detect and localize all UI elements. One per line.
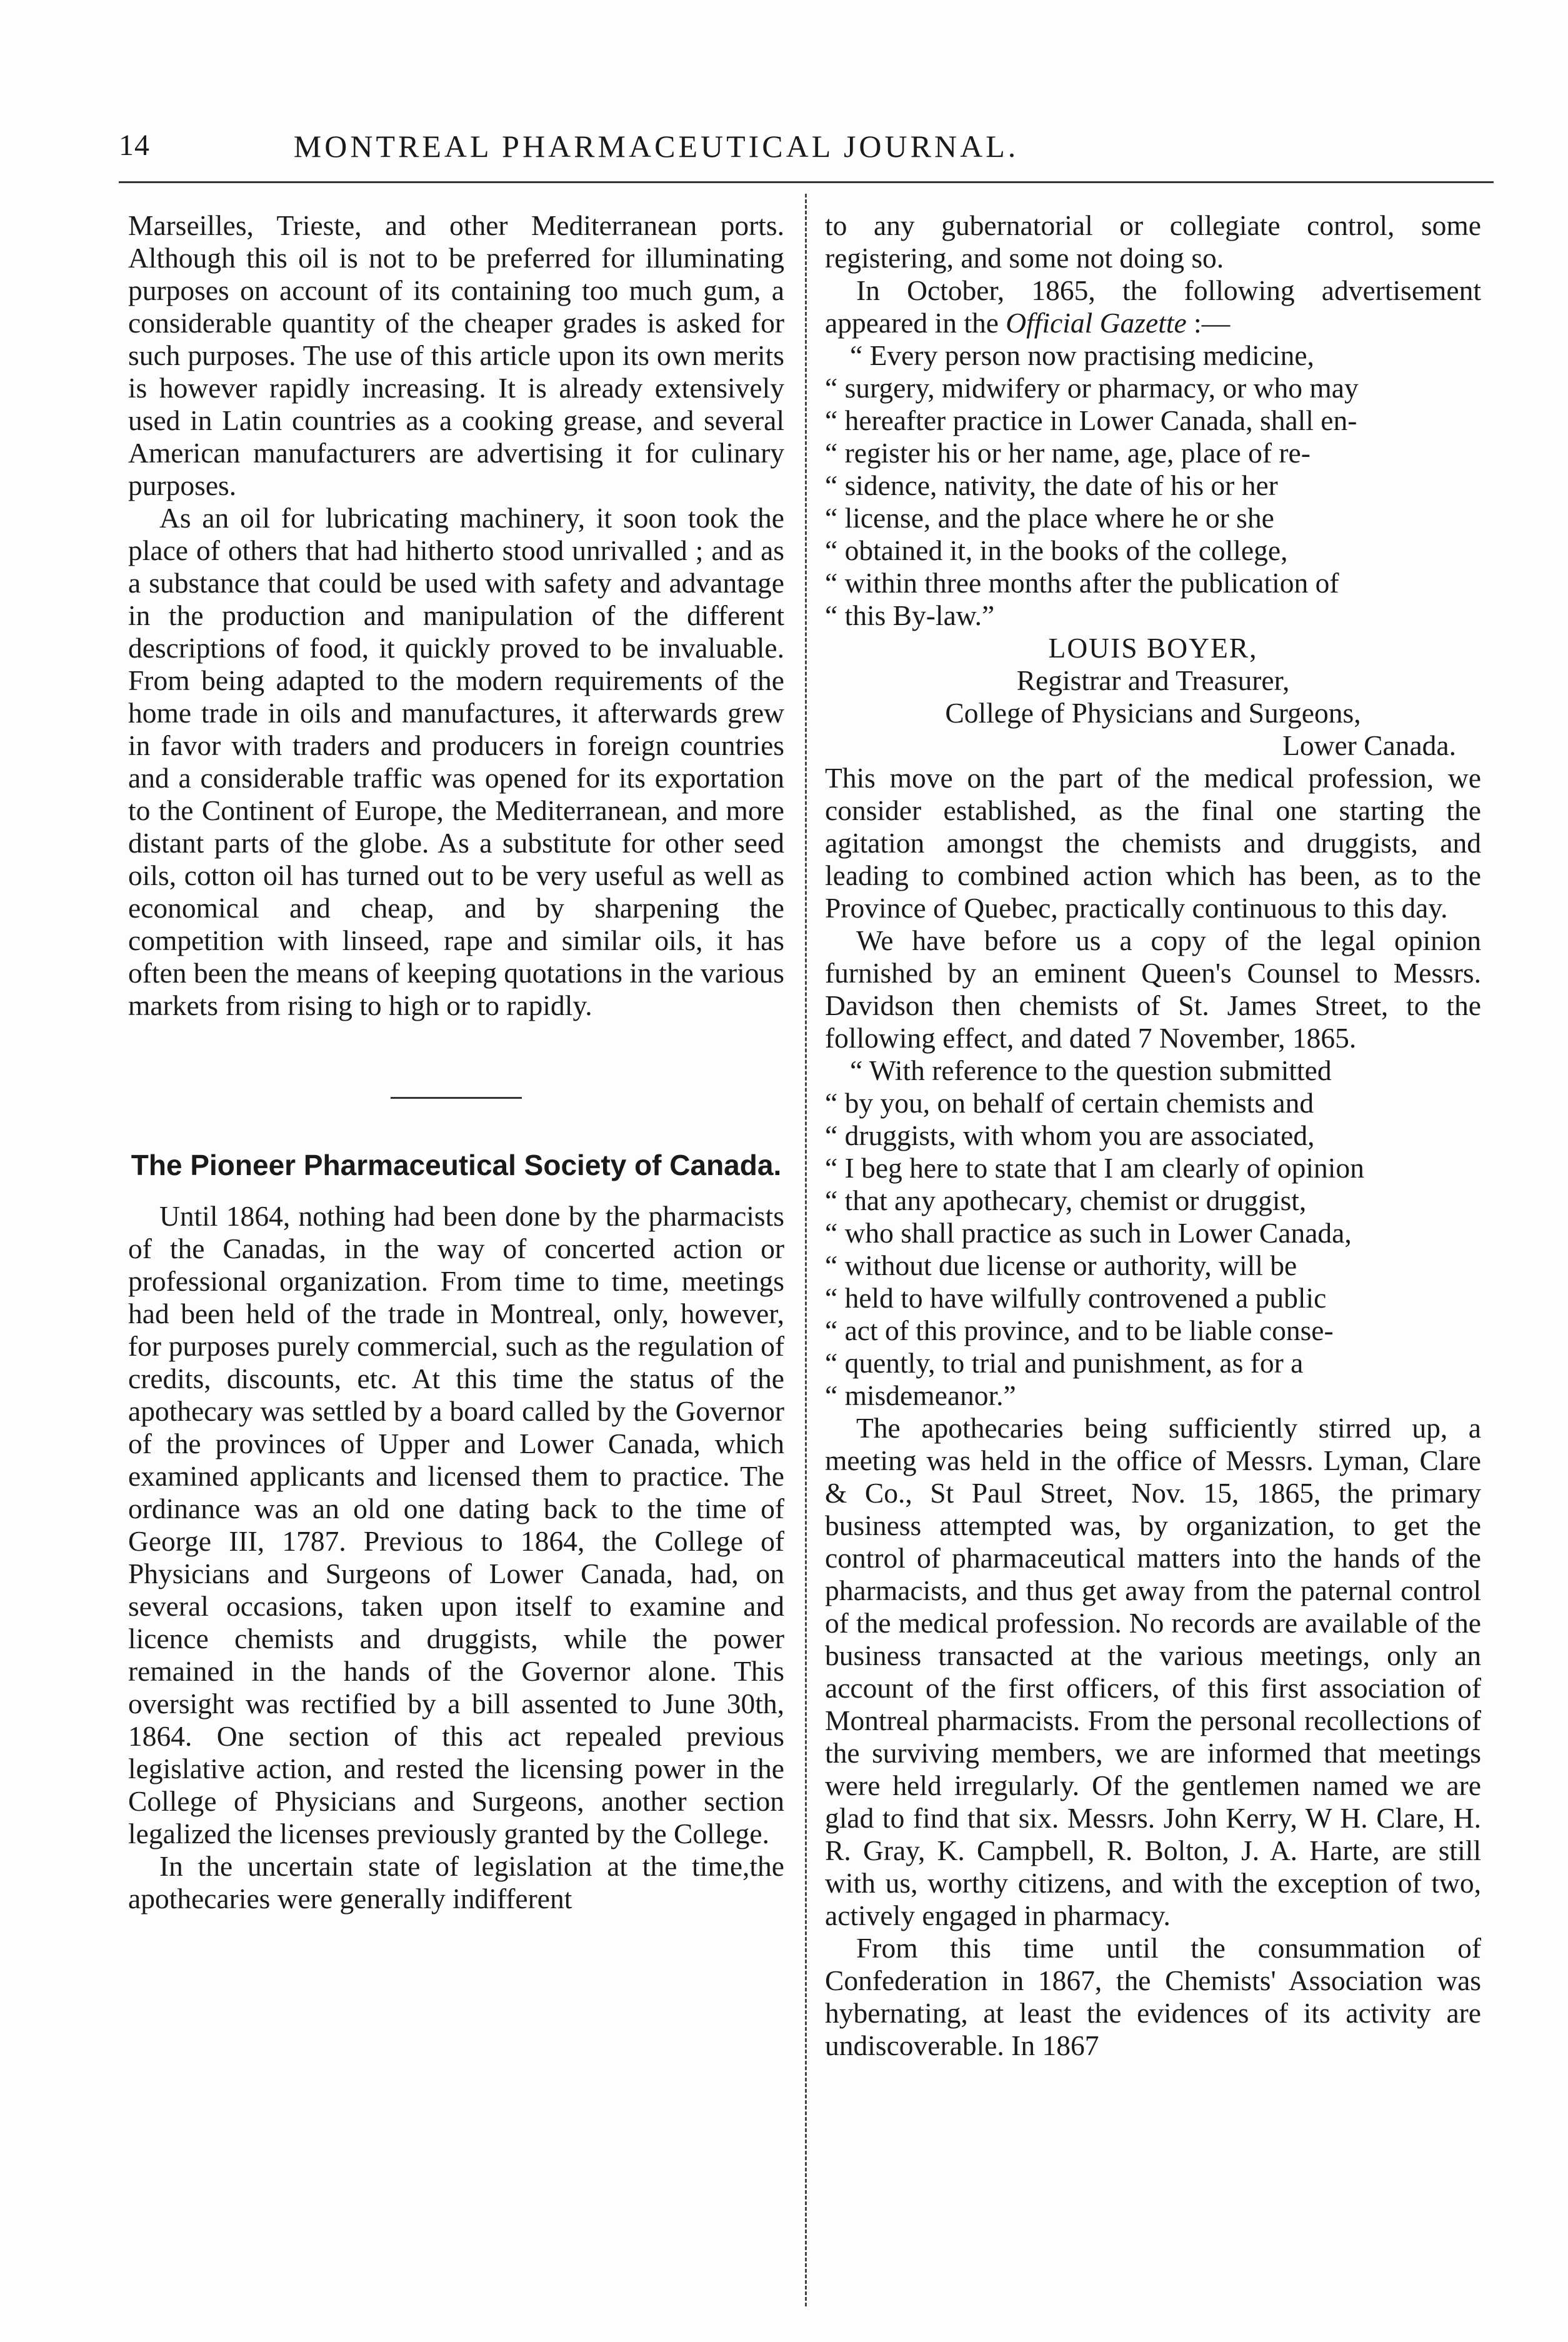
paragraph-confederation: From this time until the consummation of Confederation in 1867, the Chemists' Association was hybernating, at least the evidences of its activity are undiscoverable. In 1867 <box>825 1932 1481 2061</box>
quote-line: “ With reference to the question submitted <box>850 1054 1332 1086</box>
quote-line: “ license, and the place where he or she <box>825 502 1274 534</box>
gazette-title: Official Gazette <box>1006 307 1187 339</box>
quote-line: “ register his or her name, age, place of re- <box>825 437 1311 469</box>
section-divider <box>391 1097 522 1099</box>
quote-line: “ that any apothecary, chemist or druggist, <box>825 1184 1307 1216</box>
column-divider <box>805 194 807 2306</box>
bylaw-quote <box>825 339 1481 632</box>
counsel-quote <box>825 1054 1481 1412</box>
quote-line: “ within three months after the publication of <box>825 567 1339 599</box>
quote-line: “ surgery, midwifery or pharmacy, or who may <box>825 372 1359 404</box>
quote-line: “ this By-law.” <box>825 599 995 631</box>
advert-text-b: :— <box>1186 307 1231 339</box>
signature-name: LOUIS BOYER, <box>1048 632 1258 664</box>
advert-text-a: In October, 1865, the following advertisement appeared in the <box>825 274 1481 339</box>
running-head <box>119 128 1194 172</box>
quote-line: “ without due license or authority, will be <box>825 1249 1297 1281</box>
paragraph-advertisement <box>825 274 1481 339</box>
quote-line: “ quently, to trial and punishment, as for a <box>825 1347 1304 1379</box>
journal-title: MONTREAL PHARMACEUTICAL JOURNAL. <box>293 129 1019 164</box>
paragraph-registering: to any gubernatorial or collegiate control, some registering, and some not doing so. <box>825 209 1481 274</box>
quote-line: “ obtained it, in the books of the college, <box>825 534 1288 566</box>
signature-block <box>825 632 1481 762</box>
quote-line: “ act of this province, and to be liable conse- <box>825 1314 1334 1346</box>
right-column <box>825 209 1481 2062</box>
signature-college: College of Physicians and Surgeons, <box>945 697 1361 729</box>
header-rule <box>119 181 1494 183</box>
paragraph-medical-profession: This move on the part of the medical profession, we consider established, as the final one starting the agitation amongst the chemists and druggists, and leading to combined action which has been, as to the Province of Quebec, practically continuous to this day. <box>825 762 1481 924</box>
quote-line: “ I beg here to state that I am clearly of opinion <box>825 1152 1364 1184</box>
paragraph-legal-opinion: We have before us a copy of the legal opinion furnished by an eminent Queen's Counsel to Messrs. Davidson then chemists of St. James Street, to the following effect, and dated 7 November, 1865. <box>825 924 1481 1054</box>
section-title: The Pioneer Pharmaceutical Society of Canada. <box>131 1149 782 1181</box>
left-column <box>128 209 784 1915</box>
page-number: 14 <box>119 129 150 162</box>
quote-line: “ druggists, with whom you are associated, <box>825 1119 1315 1151</box>
quote-line: “ sidence, nativity, the date of his or her <box>825 469 1278 501</box>
quote-line: “ held to have wilfully controvened a public <box>825 1282 1327 1314</box>
quote-line: “ Every person now practising medicine, <box>850 339 1314 371</box>
paragraph-cotton-oil-uses: Marseilles, Trieste, and other Mediterranean ports. Although this oil is not to be preferred for illuminating purposes on account of its containing too much gum, a considerable quantity of the cheaper grades is asked for such purposes. The use of this article upon its own merits is however rapidly increasing. It is already extensively used in Latin countries as a cooking grease, and several American manufacturers are advertising it for culinary purposes. <box>128 209 784 501</box>
quote-line: “ by you, on behalf of certain chemists and <box>825 1087 1314 1119</box>
paragraph-history-1864: Until 1864, nothing had been done by the pharmacists of the Canadas, in the way of concerted action or professional organization. From time to time, meetings had been held of the trade in Montreal, only, however, for purposes purely commercial, such as the regulation of credits, discounts, etc. At this time the status of the apothecary was settled by a board called by the Governor of the provinces of Upper and Lower Canada, which examined applicants and licensed them to practice. The ordinance was an old one dating back to the time of George III, 1787. Previous to 1864, the College of Physicians and Surgeons of Lower Canada, had, on several occasions, taken upon itself to examine and licence chemists and druggists, while the power remained in the hands of the Governor alone. This oversight was rectified by a bill assented to June 30th, 1864. One section of this act repealed previous legislative action, and rested the licensing power in the College of Physicians and Surgeons, another section legalized the licenses previously granted by the College. <box>128 1200 784 1849</box>
paragraph-lubrication: As an oil for lubricating machinery, it soon took the place of others that had hitherto stood unrivalled ; and as a substance that could be used with safety and advantage in the production and manipulation of the different descriptions of food, it quickly proved to be invaluable. From being adapted to the modern requirements of the home trade in oils and manufactures, it afterwards grew in favor with traders and producers in foreign countries and a considerable traffic was opened for its exportation to the Continent of Europe, the Mediterranean, and more distant parts of the globe. As a substitute for other seed oils, cotton oil has turned out to be very useful as well as economical and cheap, and by sharpening the competition with linseed, rape and similar oils, it has often been the means of keeping quotations in the various markets from rising to high or to rapidly. <box>128 502 785 1021</box>
paragraph-uncertain-legislation: In the uncertain state of legislation at the time,the apothecaries were generally indifferent <box>128 1850 784 1914</box>
quote-line: “ hereafter practice in Lower Canada, shall en- <box>825 404 1357 436</box>
paragraph-meeting: The apothecaries being sufficiently stirred up, a meeting was held in the office of Messrs. Lyman, Clare & Co., St Paul Street, Nov. 15, 1865, the primary business attempted was, by organization, to get the control of pharmaceutical matters into the hands of the pharmacists, and thus get away from the paternal control of the medical profession. No records are available of the business transacted at the various meetings, only an account of the first officers, of this first association of Montreal pharmacists. From the personal recollections of the surviving members, we are informed that meetings were held irregularly. Of the gentlemen named we are glad to find that six. Messrs. John Kerry, W H. Clare, H. R. Gray, K. Campbell, R. Bolton, J. A. Harte, are still with us, worthy citizens, and with the exception of two, actively engaged in pharmacy. <box>825 1412 1481 1931</box>
quote-line: “ who shall practice as such in Lower Canada, <box>825 1217 1352 1249</box>
signature-place: Lower Canada. <box>1282 729 1456 761</box>
quote-line: “ misdemeanor.” <box>825 1379 1016 1411</box>
signature-title: Registrar and Treasurer, <box>1016 664 1290 696</box>
